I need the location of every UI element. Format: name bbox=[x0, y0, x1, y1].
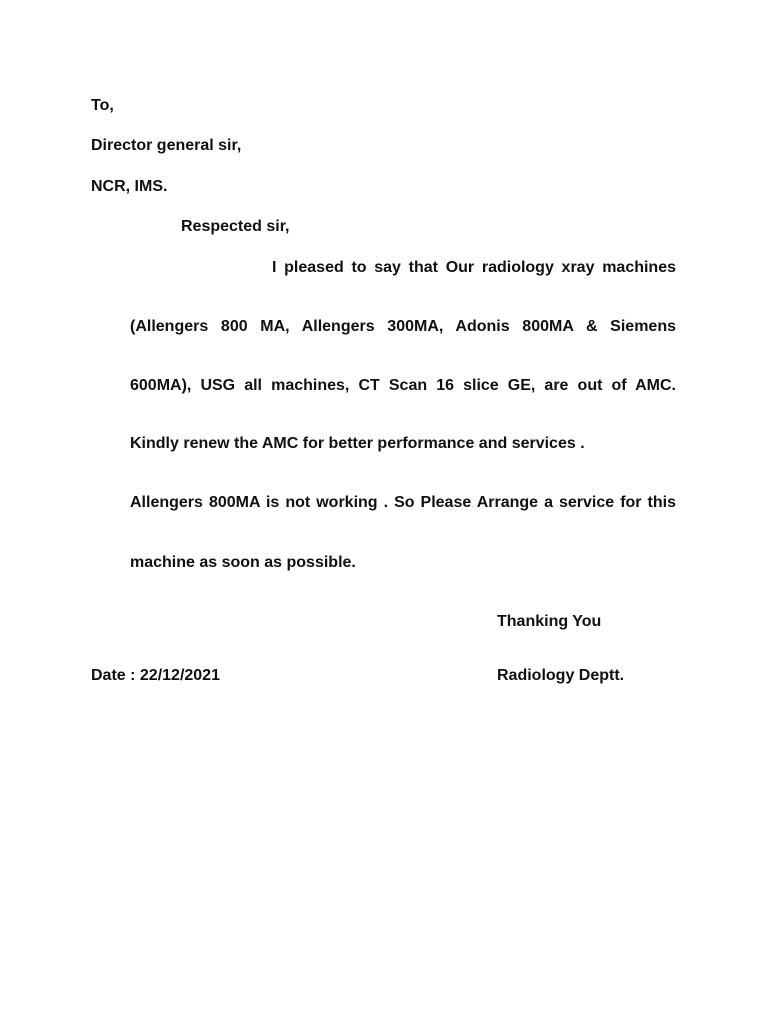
recipient-title: Director general sir, bbox=[91, 137, 242, 154]
closing: Thanking You bbox=[497, 613, 602, 630]
recipient-org: NCR, IMS. bbox=[91, 178, 168, 195]
body-line-4: Kindly renew the AMC for better performance and services . bbox=[130, 435, 585, 452]
body-line-3: 600MA), USG all machines, CT Scan 16 slice GE, are out of AMC. bbox=[130, 377, 676, 394]
body-line-5: Allengers 800MA is not working . So Please Arrange a service for this bbox=[130, 494, 676, 511]
date-line: Date : 22/12/2021 bbox=[91, 667, 220, 684]
signature: Radiology Deptt. bbox=[497, 667, 625, 684]
body-line-1: I pleased to say that Our radiology xray machines bbox=[272, 259, 676, 276]
salutation-to: To, bbox=[91, 97, 114, 114]
body-line-2: (Allengers 800 MA, Allengers 300MA, Adonis 800MA & Siemens bbox=[130, 318, 676, 335]
body-line-6: machine as soon as possible. bbox=[130, 554, 356, 571]
greeting: Respected sir, bbox=[181, 218, 290, 235]
